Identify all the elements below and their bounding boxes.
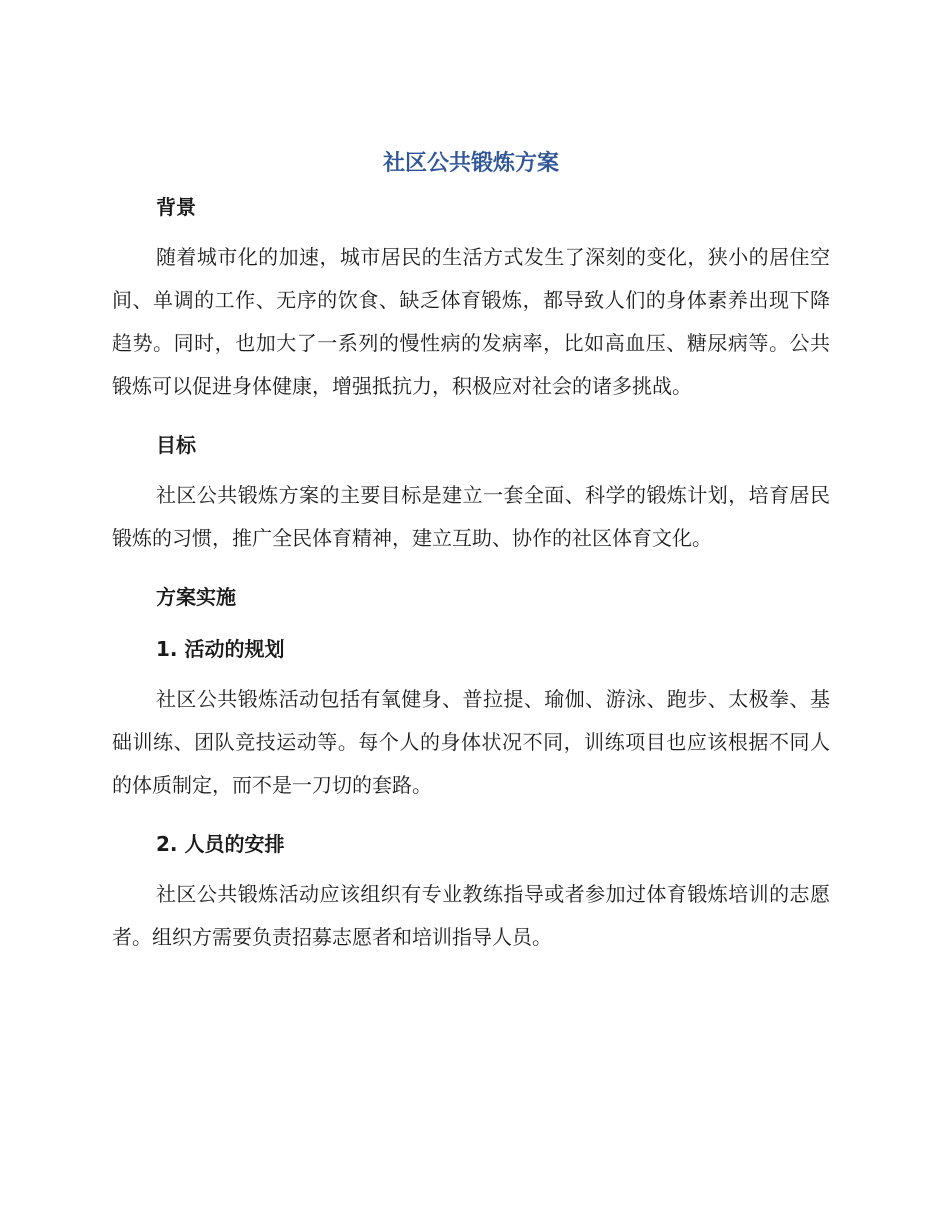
document-title: 社区公共锻炼方案 — [382, 151, 559, 176]
section-heading-background: 背景 — [156, 195, 196, 219]
section-heading-activity-planning: 1. 活动的规划 — [156, 637, 285, 661]
section-heading-staffing: 2. 人员的安排 — [156, 832, 285, 856]
section-heading-goal: 目标 — [156, 433, 196, 457]
section-text-staffing: 社区公共锻炼活动应该组织有专业教练指导或者参加过体育锻炼培训的志愿者。组织方需要负责招募志愿者和培训指导人员。 — [112, 882, 830, 949]
document-page — [112, 140, 830, 959]
section-text-goal: 社区公共锻炼方案的主要目标是建立一套全面、科学的锻炼计划，培育居民锻炼的习惯，推广全民体育精神，建立互助、协作的社区体育文化。 — [112, 483, 830, 550]
section-heading-implementation: 方案实施 — [156, 585, 236, 609]
section-text-background: 随着城市化的加速，城市居民的生活方式发生了深刻的变化，狭小的居住空间、单调的工作、无序的饮食、缺乏体育锻炼，都导致人们的身体素养出现下降趋势。同时，也加大了一系列的慢性病的发病率，比如高血压、糖尿病等。公共锻炼可以促进身体健康，增强抵抗力，积极应对社会的诸多挑战。 — [112, 245, 830, 398]
section-text-activity-planning: 社区公共锻炼活动包括有氧健身、普拉提、瑜伽、游泳、跑步、太极拳、基础训练、团队竞技运动等。每个人的身体状况不同，训练项目也应该根据不同人的体质制定，而不是一刀切的套路。 — [112, 687, 830, 797]
